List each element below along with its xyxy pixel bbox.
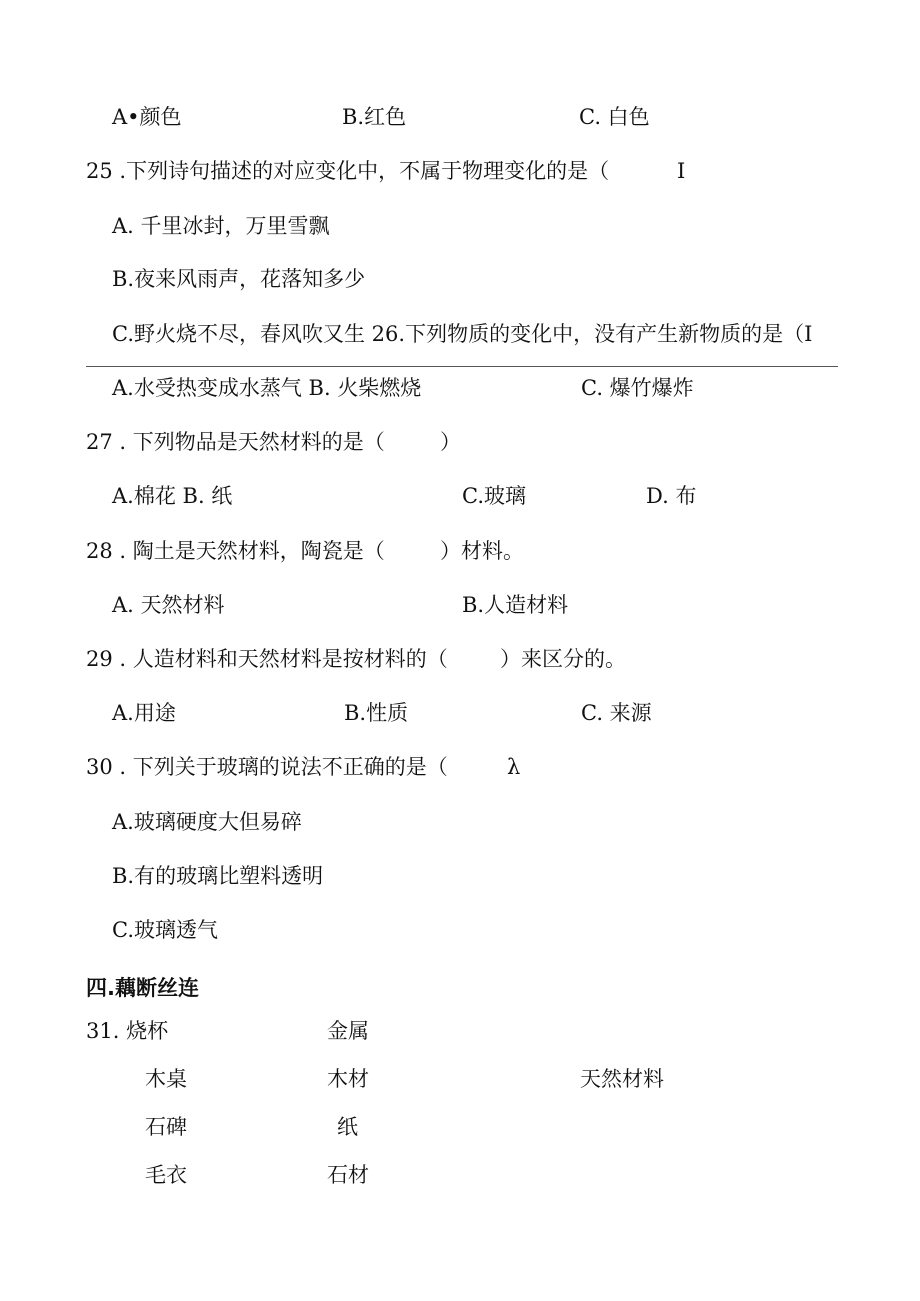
q29-close: ）来区分的。	[500, 647, 626, 671]
q24-option-c: C. 白色	[579, 105, 650, 129]
q30-stem: 30 . 下列关于玻璃的说法不正确的是（	[86, 755, 448, 779]
q30-close: λ	[507, 755, 521, 779]
q31-material: 石材	[327, 1163, 369, 1187]
q25-option-c-and-q26-stem: C.野火烧不尽，春风吹又生 26.下列物质的变化中，没有产生新物质的是（I	[112, 322, 813, 346]
q27-option-c: C.玻璃	[462, 484, 526, 508]
q25-option-b: B.夜来风雨声，花落知多少	[112, 267, 366, 291]
q27-close: ）	[440, 430, 461, 454]
q27-option-a-b: A.棉花 B. 纸	[112, 484, 233, 508]
q25-close: I	[677, 159, 686, 183]
q30-option-c: C.玻璃透气	[112, 918, 218, 942]
q31-item: 毛衣	[145, 1163, 187, 1187]
q27-stem: 27 . 下列物品是天然材料的是（	[86, 430, 385, 454]
q29-option-c: C. 来源	[581, 701, 652, 725]
q31-item: 石碑	[145, 1115, 187, 1139]
q26-option-a-b: A.水受热变成水蒸气 B. 火柴燃烧	[112, 376, 422, 400]
q25-option-a: A. 千里冰封，万里雪飘	[112, 214, 330, 238]
q28-close: ）材料。	[440, 539, 524, 563]
q25-stem: 25 .下列诗句描述的对应变化中，不属于物理变化的是（	[86, 159, 610, 183]
q27-option-d: D. 布	[646, 484, 697, 508]
q30-option-b: B.有的玻璃比塑料透明	[112, 864, 324, 888]
q28-option-b: B.人造材料	[462, 593, 569, 617]
horizontal-rule	[86, 366, 838, 367]
q31-material: 纸	[337, 1115, 358, 1139]
q29-option-b: B.性质	[344, 701, 409, 725]
q31-item: 木桌	[145, 1067, 187, 1091]
q29-stem: 29 . 人造材料和天然材料是按材料的（	[86, 647, 448, 671]
q28-stem: 28 . 陶土是天然材料，陶瓷是（	[86, 539, 385, 563]
q28-option-a: A. 天然材料	[112, 593, 225, 617]
q26-option-c: C. 爆竹爆炸	[581, 376, 694, 400]
q31-category: 天然材料	[580, 1067, 664, 1091]
q29-option-a: A.用途	[112, 701, 176, 725]
q31-material: 木材	[327, 1067, 369, 1091]
q31-number-item-1: 31. 烧杯	[86, 1019, 169, 1043]
q31-material: 金属	[327, 1019, 369, 1043]
q24-option-b: B.红色	[342, 105, 407, 129]
q30-option-a: A.玻璃硬度大但易碎	[112, 810, 302, 834]
section-heading: 四.藕断丝连	[86, 976, 199, 1000]
q24-option-a: A•颜色	[112, 105, 182, 129]
